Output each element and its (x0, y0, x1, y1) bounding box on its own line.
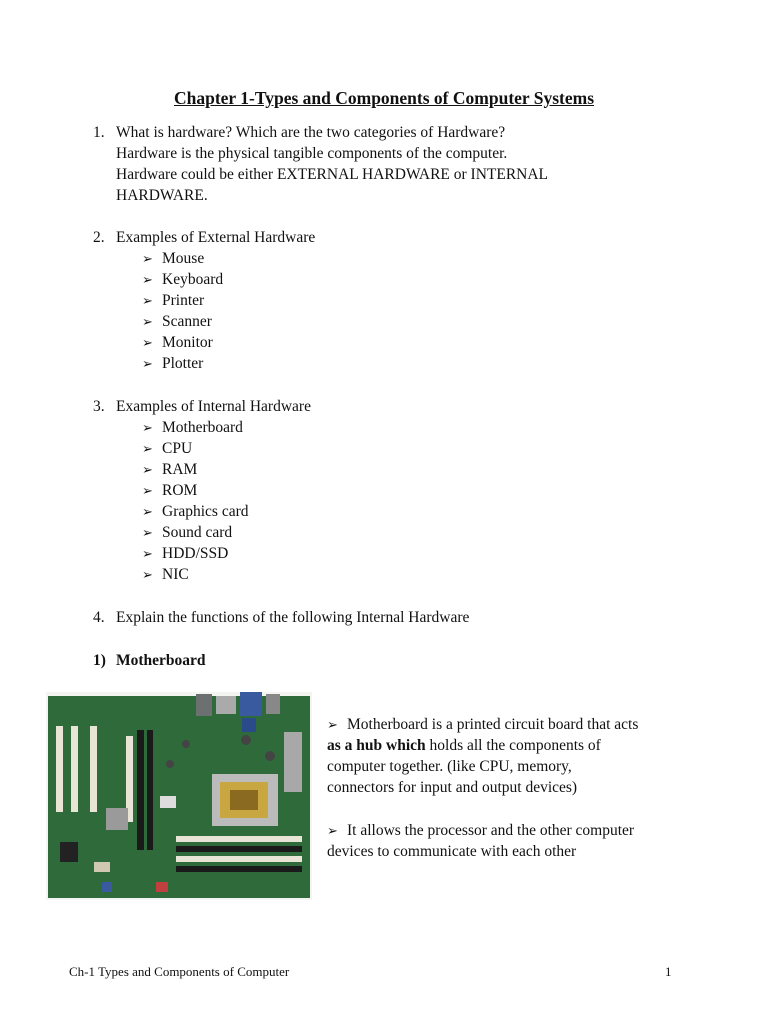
arrow-bullet-icon: ➢ (142, 420, 153, 435)
paragraph-line: ➢ Motherboard is a printed circuit board that acts (327, 716, 639, 733)
arrow-bullet-icon: ➢ (142, 356, 153, 371)
list-item: ➢ Motherboard (142, 419, 243, 436)
q2-heading: Examples of External Hardware (116, 229, 316, 246)
arrow-bullet-icon: ➢ (142, 293, 153, 308)
q2-number: 2. (93, 229, 105, 246)
list-item: ➢ HDD/SSD (142, 545, 229, 562)
motherboard-image (46, 692, 312, 900)
q1-answer-line-2: Hardware could be either EXTERNAL HARDWARE or INTERNAL (116, 166, 549, 183)
list-item: ➢ NIC (142, 566, 189, 583)
arrow-bullet-icon: ➢ (142, 525, 153, 540)
list-item: ➢ Sound card (142, 524, 233, 541)
arrow-bullet-icon: ➢ (142, 441, 153, 456)
paragraph-line: connectors for input and output devices) (327, 779, 578, 796)
section-heading: Motherboard (116, 652, 206, 669)
arrow-bullet-icon: ➢ (142, 504, 153, 519)
arrow-bullet-icon: ➢ (142, 567, 153, 582)
footer-text: Ch-1 Types and Components of Computer (69, 964, 290, 979)
arrow-bullet-icon: ➢ (142, 314, 153, 329)
q4-number: 4. (93, 609, 105, 626)
list-item: ➢ RAM (142, 461, 198, 478)
arrow-bullet-icon: ➢ (142, 335, 153, 350)
arrow-bullet-icon: ➢ (142, 272, 153, 287)
section-number: 1) (93, 652, 106, 669)
paragraph-line: computer together. (like CPU, memory, (327, 758, 572, 775)
list-item: ➢ Printer (142, 292, 205, 309)
list-item: ➢ Graphics card (142, 503, 249, 520)
q1-answer-line-3: HARDWARE. (116, 187, 208, 204)
list-item: ➢ Plotter (142, 355, 204, 372)
emphasis-text: as a hub which (327, 737, 426, 754)
q1-question: What is hardware? Which are the two categories of Hardware? (116, 124, 506, 141)
paragraph-line: devices to communicate with each other (327, 843, 577, 860)
list-item: ➢ Mouse (142, 250, 205, 267)
arrow-bullet-icon: ➢ (327, 717, 338, 732)
q4-heading: Explain the functions of the following Internal Hardware (116, 609, 470, 626)
paragraph-line: ➢ It allows the processor and the other computer (327, 822, 635, 839)
arrow-bullet-icon: ➢ (142, 546, 153, 561)
paragraph-line: as a hub which holds all the components of (327, 737, 601, 754)
list-item: ➢ ROM (142, 482, 198, 499)
q1-answer-line-1: Hardware is the physical tangible components of the computer. (116, 145, 508, 162)
page-title: Chapter 1-Types and Components of Computer Systems (173, 88, 595, 108)
arrow-bullet-icon: ➢ (327, 823, 338, 838)
list-item: ➢ Monitor (142, 334, 213, 351)
q3-heading: Examples of Internal Hardware (116, 398, 311, 415)
q3-number: 3. (93, 398, 105, 415)
list-item: ➢ Keyboard (142, 271, 224, 288)
arrow-bullet-icon: ➢ (142, 483, 153, 498)
q1-number: 1. (93, 124, 105, 141)
list-item: ➢ Scanner (142, 313, 212, 330)
arrow-bullet-icon: ➢ (142, 251, 153, 266)
page-number: 1 (665, 964, 672, 979)
list-item: ➢ CPU (142, 440, 193, 457)
arrow-bullet-icon: ➢ (142, 462, 153, 477)
